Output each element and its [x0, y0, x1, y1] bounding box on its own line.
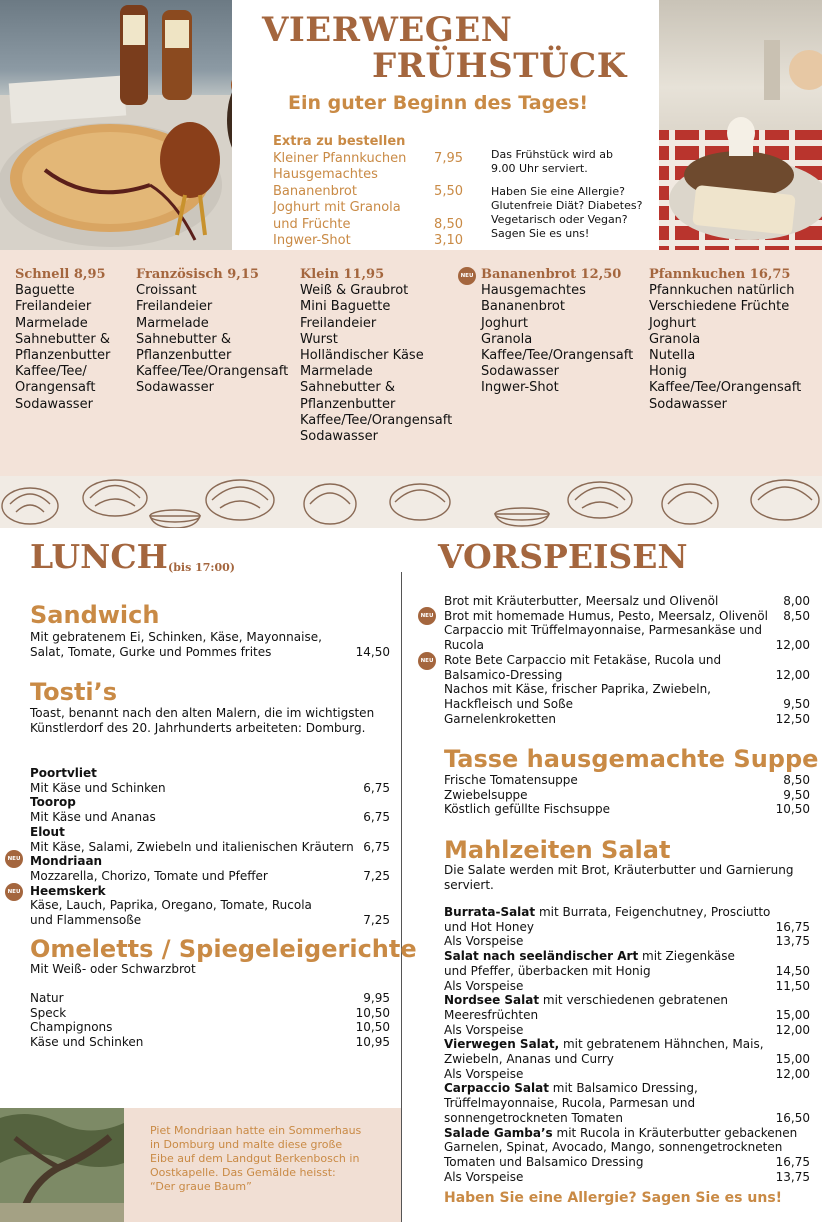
- list-item: Ingwer-Shot 3,10: [273, 233, 463, 248]
- breakfast-pfannkuchen: Pfannkuchen 16,75 Pfannkuchen natürlich Verschiedene Früchte Joghurt Granola Nutella Honig Kaffee/Tee/Orangensaft Sodawasser: [649, 267, 802, 412]
- sandwich-item: Mit gebratenem Ei, Schinken, Käse, Mayonnaise, Salat, Tomate, Gurke und Pommes frites 14,50: [30, 630, 390, 659]
- salat-list: Burrata-Salat mit Burrata, Feigenchutney, Prosciutto und Hot Honey 16,75 Als Vorspeise 13,75 Salat nach seeländischer Art mit Ziegenkäse und Pfeffer, überbacken mit Honig 14,50 Als Vorspeise 11,50 Nordsee Salat mit verschiedenen gebratenen Meeresfrüchten 15,00 Als Vorspeise 12,00 Vierwegen Salat, mit gebratenem Hähnchen, Mais, Zwiebeln, Ananas und Curry 15,00 Als Vorspeise 12,00 Carpaccio Salat mit Balsamico Dressing, Trüffelmayonnaise, Rucola, Parmesan und sonnengetrockneten Tomaten 16,50 Salade Gamba’s mit Rucola in Kräuterbutter gebackenen Garnelen, Spinat, Avocado, Mango, sonnengetrockneten Tomaten und Balsamico Dressing 16,75 Als Vorspeise 13,75: [444, 905, 810, 1184]
- breakfast-klein: Klein 11,95 Weiß & Graubrot Mini Baguette Freilandeier Wurst Holländischer Käse Marmelade Sahnebutter & Pflanzenbutter Kaffee/Tee/Orangensaft Sodawasser: [300, 267, 453, 445]
- tagline: Ein guter Beginn des Tages!: [288, 92, 589, 114]
- allergy-footer: Haben Sie eine Allergie? Sagen Sie es uns!: [444, 1190, 783, 1206]
- list-item: Bananenbrot 5,50: [273, 183, 463, 199]
- breakfast-photo-right: [659, 0, 822, 250]
- new-badge: NEU: [5, 883, 23, 901]
- list-item: Kleiner Pfannkuchen 7,95: [273, 150, 463, 166]
- tree-photo: [0, 1108, 124, 1222]
- tostis-description: Toast, benannt nach den alten Malern, die im wichtigsten Künstlerdorf des 20. Jahrhunderts arbeiteten: Domburg.: [30, 706, 375, 735]
- tostis-list: Poortvliet Mit Käse und Schinken 6,75 Toorop Mit Käse und Ananas 6,75 Elout Mit Käse, Salami, Zwiebeln und italienischen Kräutern 6,75 Mondriaan Mozzarella, Chorizo, Tomate und Pfeffer 7,25 Heemskerk Käse, Lauch, Paprika, Oregano, Tomate, Rucola und Flammensoße 7,25: [30, 766, 390, 928]
- new-badge: NEU: [418, 607, 436, 625]
- vorspeisen-list: Brot mit Kräuterbutter, Meersalz und Olivenöl 8,00 Brot mit homemade Humus, Pesto, Meersalz, Olivenöl 8,50 Carpaccio mit Trüffelmayonnaise, Parmesankäse und Rucola 12,00 Rote Bete Carpaccio mit Fetakäse, Rucola und Balsamico-Dressing 12,00 Nachos mit Käse, frischer Paprika, Zwiebeln, Hackfleisch und Soße 9,50 Garnelenkroketten 12,50: [444, 594, 810, 726]
- list-item: Joghurt mit Granola: [273, 200, 401, 215]
- suppe-list: Frische Tomatensuppe 8,50 Zwiebelsuppe 9,50 Köstlich gefüllte Fischsuppe 10,50: [444, 773, 810, 817]
- breakfast-schnell: Schnell 8,95 Baguette Freilandeier Marmelade Sahnebutter & Pflanzenbutter Kaffee/Tee/ Orangensaft Sodawasser: [15, 267, 111, 412]
- new-badge: NEU: [458, 267, 476, 285]
- list-item: Hausgemachtes: [273, 167, 378, 182]
- lunch-subtitle: (bis 17:00): [168, 561, 235, 574]
- suppe-title: Tasse hausgemachte Suppe: [444, 745, 819, 773]
- food-pattern-strip: [0, 476, 822, 528]
- tostis-title: Tosti’s: [30, 678, 118, 706]
- lunch-title: LUNCH: [30, 537, 168, 576]
- title-line-1: VIERWEGEN: [262, 10, 513, 50]
- extras-heading: Extra zu bestellen: [273, 134, 406, 149]
- sandwich-title: Sandwich: [30, 601, 160, 629]
- title-line-2: FRÜHSTÜCK: [372, 46, 627, 86]
- column-divider: [401, 572, 402, 1222]
- info-note: Das Frühstück wird ab 9.00 Uhr serviert. Haben Sie eine Allergie? Glutenfreie Diät? Diabetes? Vegetarisch oder Vegan? Sagen Sie es uns!: [491, 148, 643, 240]
- breakfast-photo-left: [0, 0, 232, 250]
- new-badge: NEU: [418, 652, 436, 670]
- mondriaan-note: Piet Mondriaan hatte ein Sommerhaus in Domburg und malte diese große Eibe auf dem Landgut Berkenbosch in Oostkapelle. Das Gemälde heisst: “Der graue Baum”: [150, 1124, 362, 1193]
- list-item: und Früchte 8,50: [273, 216, 463, 232]
- salat-title: Mahlzeiten Salat: [444, 836, 671, 864]
- breakfast-bananenbrot: Bananenbrot 12,50 Hausgemachtes Bananenbrot Joghurt Granola Kaffee/Tee/Orangensaft Sodawasser Ingwer-Shot: [481, 267, 634, 396]
- breakfast-franzoesisch: Französisch 9,15 Croissant Freilandeier Marmelade Sahnebutter & Pflanzenbutter Kaffee/Tee/Orangensaft Sodawasser: [136, 267, 289, 396]
- extras-list: [273, 134, 463, 250]
- vorspeisen-title: VORSPEISEN: [438, 537, 688, 576]
- salat-description: Die Salate werden mit Brot, Kräuterbutter und Garnierung serviert.: [444, 863, 794, 892]
- omeletts-list: Natur 9,95 Speck 10,50 Champignons 10,50 Käse und Schinken 10,95: [30, 991, 390, 1050]
- new-badge: NEU: [5, 850, 23, 868]
- omeletts-title: Omeletts / Spiegeleigerichte: [30, 935, 417, 963]
- omeletts-description: Mit Weiß- oder Schwarzbrot: [30, 962, 196, 976]
